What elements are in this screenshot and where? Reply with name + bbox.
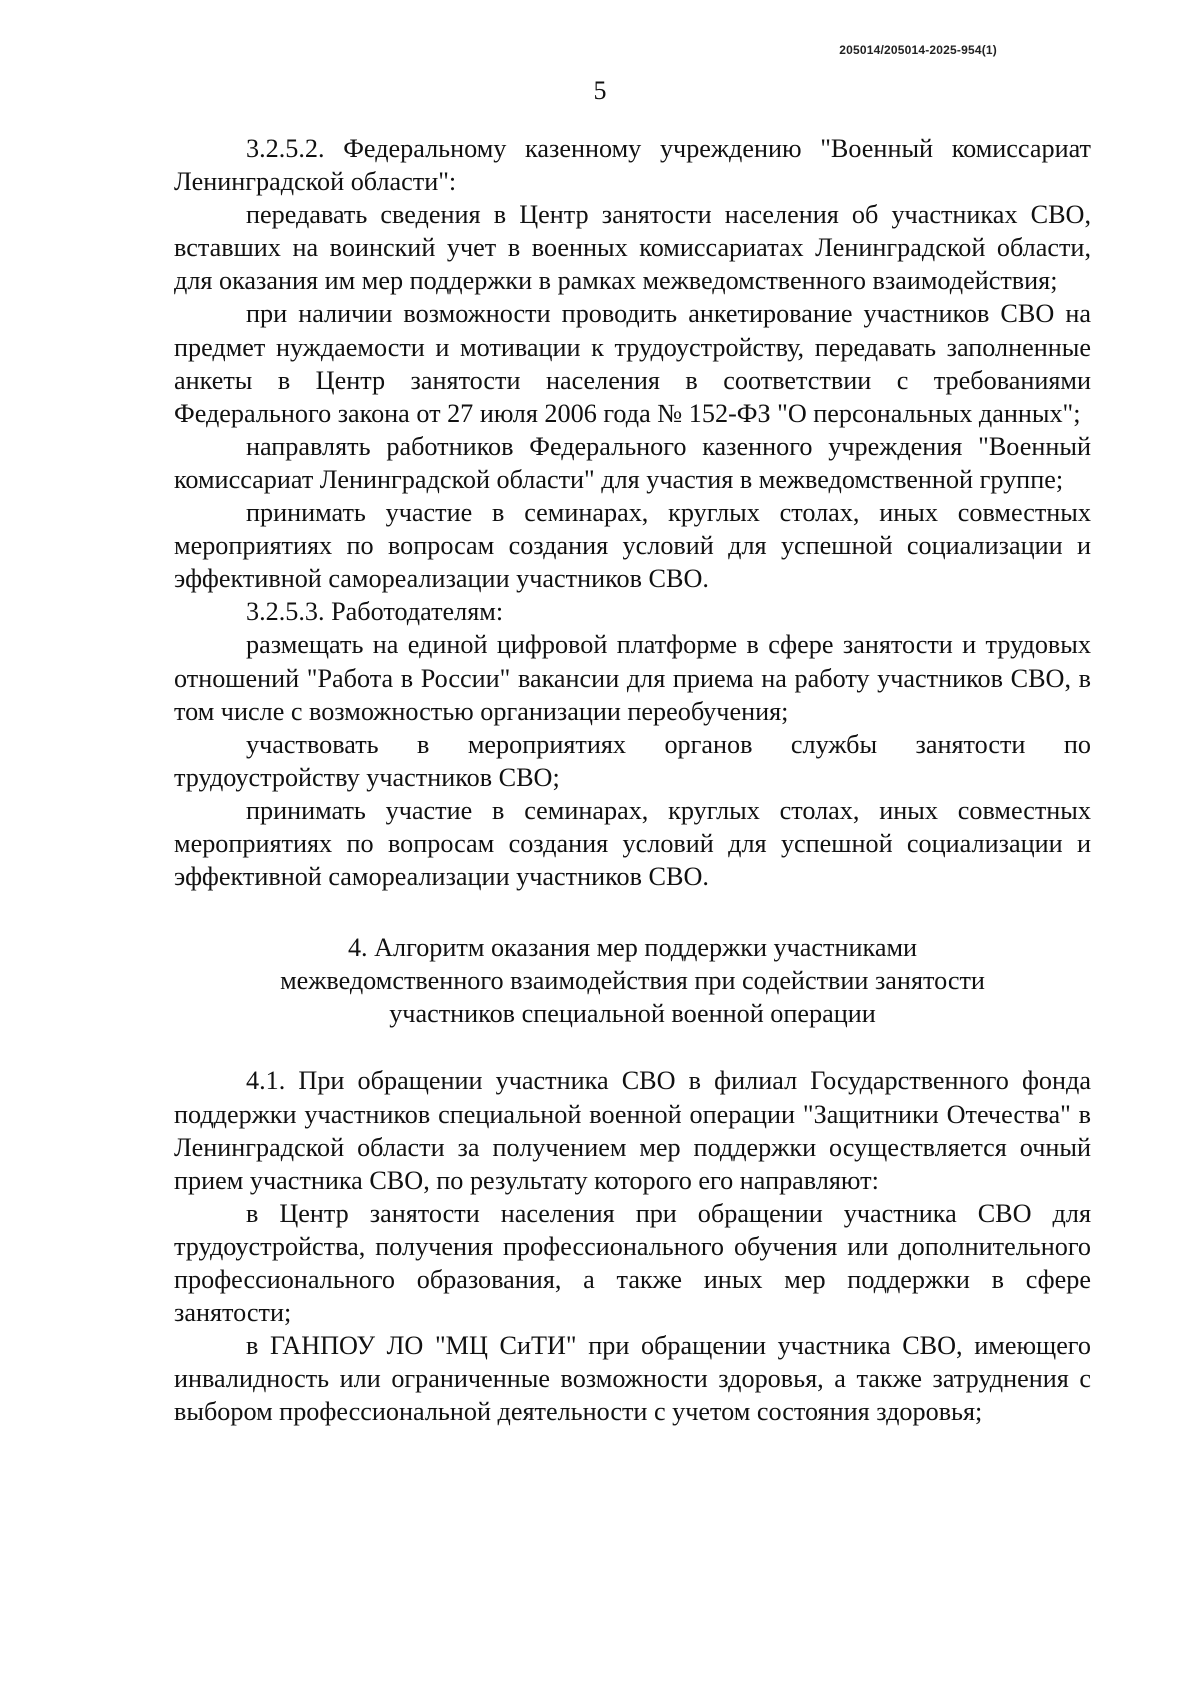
- paragraph-seminars-2: принимать участие в семинарах, круглых столах, иных совместных мероприятиях по вопросам создания условий для успешной социализации и эффективной самореализации участников СВО.: [174, 795, 1091, 892]
- paragraph-ganpou: в ГАНПОУ ЛО "МЦ СиТИ" при обращении участника СВО, имеющего инвалидность или ограниченные возможности здоровья, а также затруднения с выбором профессиональной деятельности с учетом состояния здоровья;: [174, 1331, 1091, 1427]
- document-body: [174, 132, 1091, 1428]
- section-heading-line: 4. Алгоритм оказания мер поддержки участниками: [347, 933, 918, 963]
- section-heading-line: межведомственного взаимодействия при содействии занятости: [280, 966, 985, 996]
- paragraph-post-vacancies: размещать на единой цифровой платформе в сфере занятости и трудовых отношений "Работа в России" вакансии для приема на работу участников СВО, в том числе с возможностью организации переобучения;: [174, 630, 1091, 726]
- paragraph-send-workers: направлять работников Федерального казенного учреждения "Военный комиссариат Ленинградской области" для участия в межведомственной группе;: [174, 431, 1091, 494]
- paragraph-4-1: 4.1. При обращении участника СВО в филиал Государственного фонда поддержки участников специальной военной операции "Защитники Отечества" в Ленинградской области за получением мер поддержки осуществляется очный прием участника СВО, по результату которого его направляют:: [174, 1066, 1091, 1195]
- page-number: 5: [593, 76, 607, 105]
- paragraph-3-2-5-2: 3.2.5.2. Федеральному казенному учреждению "Военный комиссариат Ленинградской области":: [174, 134, 1091, 197]
- paragraph-transfer-info: передавать сведения в Центр занятости населения об участниках СВО, вставших на воинский учет в военных комиссариатах Ленинградской области, для оказания им мер поддержки в рамках межведомственного взаимодействия;: [174, 200, 1091, 296]
- paragraph-seminars-1: принимать участие в семинарах, круглых столах, иных совместных мероприятиях по вопросам создания условий для успешной социализации и эффективной самореализации участников СВО.: [174, 498, 1091, 594]
- paragraph-participate-events: участвовать в мероприятиях органов службы занятости по трудоустройству участников СВО;: [174, 729, 1091, 792]
- section-heading: [174, 931, 1091, 1030]
- paragraph-employment-center: в Центр занятости населения при обращении участника СВО для трудоустройства, получения профессионального обучения или дополнительного профессионального образования, а также иных мер поддержки в сфере занятости;: [174, 1198, 1091, 1328]
- paragraph-survey: при наличии возможности проводить анкетирование участников СВО на предмет нуждаемости и мотивации к трудоустройству, передавать заполненные анкеты в Центр занятости населения в соответствии с требованиями Федерального закона от 27 июля 2006 года № 152-ФЗ "О персональных данных";: [174, 299, 1091, 428]
- document-registration-code: 205014/205014-2025-954(1): [839, 43, 997, 57]
- paragraph-3-2-5-3: 3.2.5.3. Работодателям:: [246, 597, 504, 627]
- section-heading-line: участников специальной военной операции: [389, 999, 876, 1029]
